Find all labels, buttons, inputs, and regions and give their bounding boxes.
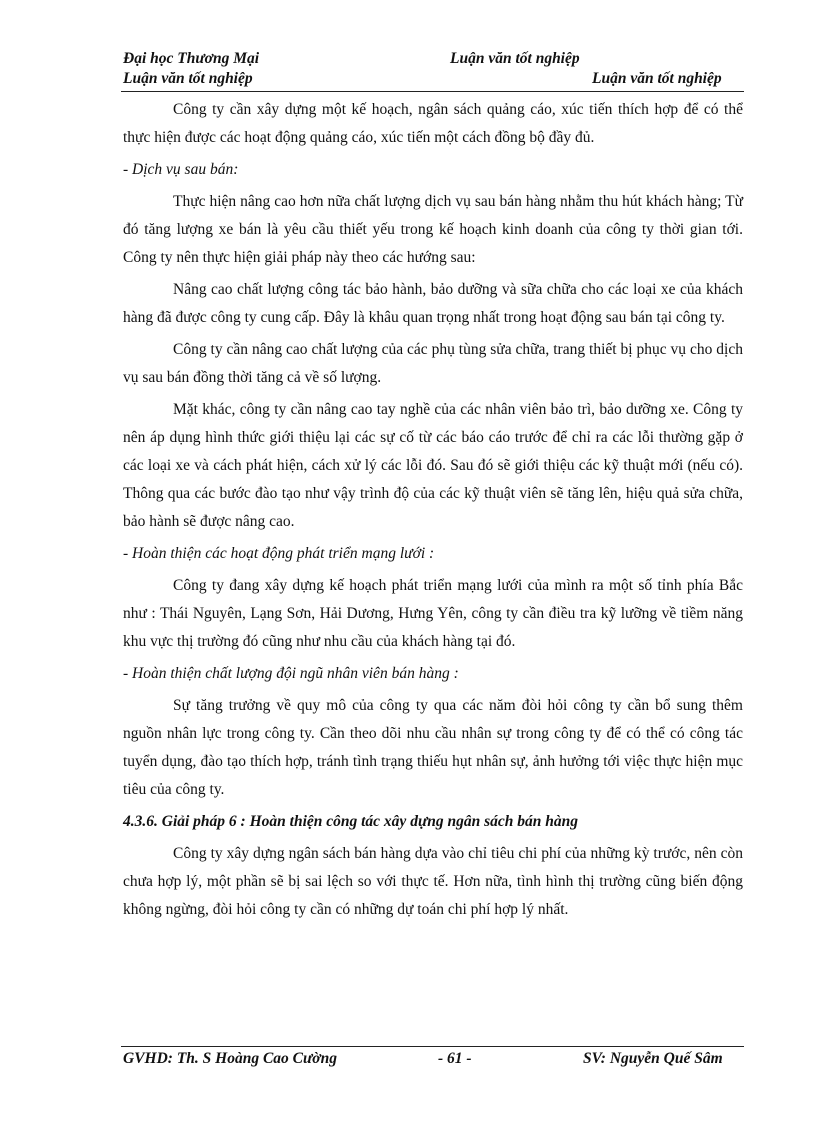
paragraph-warranty: Nâng cao chất lượng công tác bảo hành, bảo dưỡng và sữa chữa cho các loại xe của khách hàng đã được công ty cung cấp. Đây là khâu quan trọng nhất trong hoạt động sau bán tại công ty. xyxy=(123,281,743,326)
paragraph-after-sales-intro: Thực hiện nâng cao hơn nữa chất lượng dịch vụ sau bán hàng nhằm thu hút khách hàng; Từ đó tăng lượng xe bán là yêu cầu thiết yếu trong kế hoạch kinh doanh của công ty thời gian tới. Công ty nên thực hiện giải pháp này theo các hướng sau: xyxy=(123,193,743,266)
paragraph-spare-parts: Công ty cần nâng cao chất lượng của các phụ tùng sửa chữa, trang thiết bị phục vụ cho dịch vụ sau bán đồng thời tăng cả về số lượng. xyxy=(123,341,743,386)
paragraph-network: Công ty đang xây dựng kế hoạch phát triển mạng lưới của mình ra một số tỉnh phía Bắc như : Thái Nguyên, Lạng Sơn, Hải Dương, Hưng Yên, công ty cần điều tra kỹ lưỡng về tiềm năng khu vực thị trường đó cũng như nhu cầu của khách hàng tại đó. xyxy=(123,577,743,650)
paragraph-budget: Công ty xây dựng ngân sách bán hàng dựa vào chỉ tiêu chi phí của những kỳ trước, nên còn chưa hợp lý, một phần sẽ bị sai lệch so với thực tế. Hơn nữa, tình hình thị trường cũng biến động không ngừng, đòi hỏi công ty cần có những dự toán chi phí hợp lý nhất. xyxy=(123,845,743,918)
footer-rule xyxy=(121,1046,744,1047)
header-school: Đại học Thương Mại xyxy=(123,50,260,67)
footer-advisor: GVHD: Th. S Hoàng Cao Cường xyxy=(123,1050,337,1067)
footer-student: SV: Nguyễn Quế Sâm xyxy=(583,1050,723,1067)
header-title-right: Luận văn tốt nghiệp xyxy=(592,70,722,87)
label-after-sales: - Dịch vụ sau bán: xyxy=(123,161,239,178)
label-network: - Hoàn thiện các hoạt động phát triển mạng lưới : xyxy=(123,545,435,562)
header-rule xyxy=(121,91,744,92)
paragraph-sales-staff: Sự tăng trưởng về quy mô của công ty qua các năm đòi hỏi công ty cần bổ sung thêm nguồn nhân lực trong công ty. Cần theo dõi nhu cầu nhân sự trong công ty để có thể có công tác tuyển dụng, đào tạo thích hợp, tránh tình trạng thiếu hụt nhân sự, ảnh hưởng tới việc thực hiện mục tiêu của công ty. xyxy=(123,697,743,798)
label-sales-staff: - Hoàn thiện chất lượng đội ngũ nhân viên bán hàng : xyxy=(123,665,459,682)
footer-page-number: - 61 - xyxy=(438,1050,472,1067)
header-title-center: Luận văn tốt nghiệp xyxy=(450,50,580,67)
paragraph-technician-training: Mặt khác, công ty cần nâng cao tay nghề của các nhân viên bảo trì, bảo dưỡng xe. Công ty nên áp dụng hình thức giới thiệu lại các sự cố từ các báo cáo trước để chỉ ra các lỗi thường gặp ở các loại xe và cách phát hiện, cách xử lý các lỗi đó. Sau đó sẽ giới thiệu các kỹ thuật mới (nếu có). Thông qua các bước đào tạo như vậy trình độ của các kỹ thuật viên sẽ tăng lên, hiệu quả sửa chữa, bảo hành sẽ được nâng cao. xyxy=(123,401,743,530)
paragraph-advertising: Công ty cần xây dựng một kế hoạch, ngân sách quảng cáo, xúc tiến thích hợp để có thể thực hiện được các hoạt động quảng cáo, xúc tiến một cách đồng bộ đầy đủ. xyxy=(123,101,743,146)
header-title-left: Luận văn tốt nghiệp xyxy=(123,70,253,87)
page-body xyxy=(123,96,743,928)
section-heading: 4.3.6. Giải pháp 6 : Hoàn thiện công tác xây dựng ngân sách bán hàng xyxy=(123,813,578,830)
